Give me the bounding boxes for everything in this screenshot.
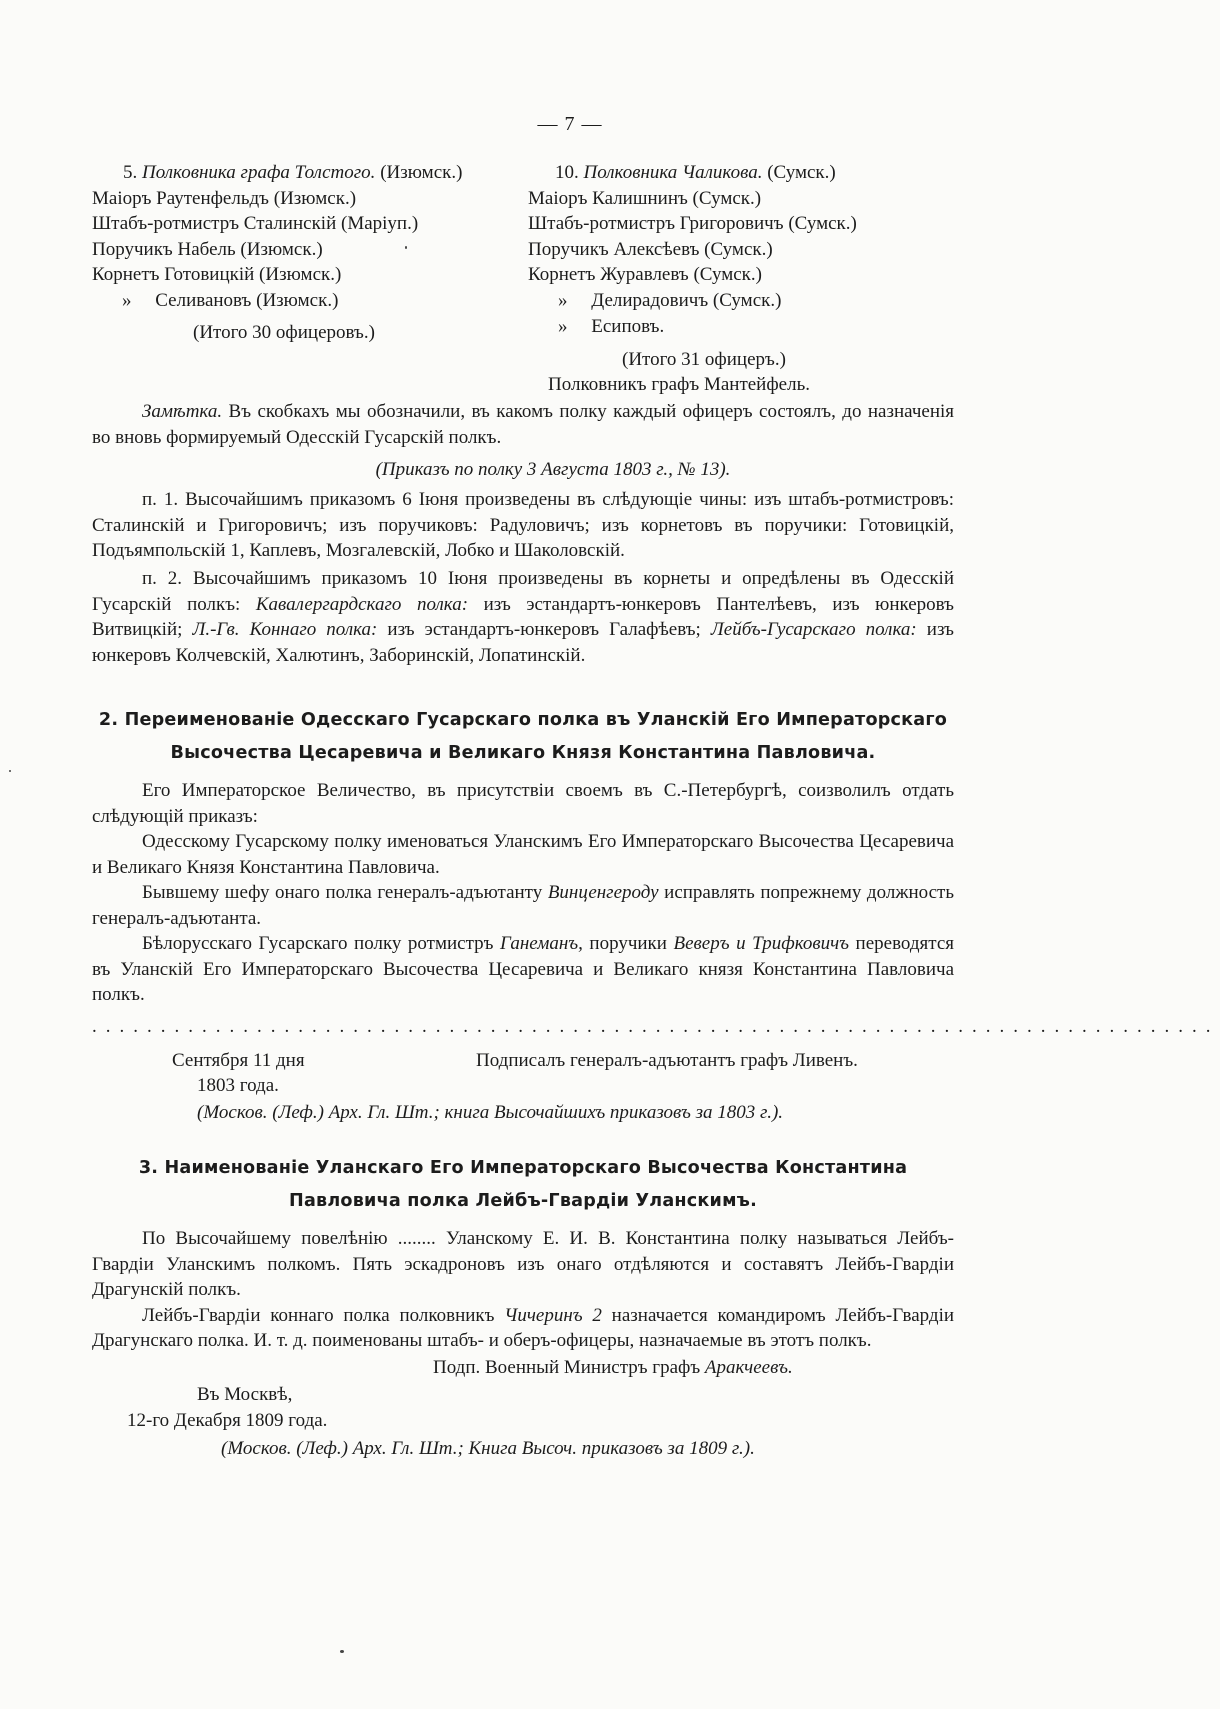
section2-para4-a: Бѣлорусскаго Гусарскаго полку ротмистръ: [142, 933, 500, 954]
section2-para3-name: Винценгероду: [547, 882, 659, 903]
section2-para1: Его Императорское Величество, въ присутствіи своемъ въ С.-Петербургѣ, соизволилъ отдать слѣдующій приказъ:: [92, 780, 954, 827]
right-total: (Итого 31 офицеръ.): [622, 349, 786, 370]
section2-body: [92, 778, 954, 1008]
right-heading-commander: Полковника Чаликова.: [583, 162, 763, 183]
right-heading-number: 10.: [555, 162, 579, 183]
scan-speck: [340, 1650, 344, 1653]
p2-regiment-2: Л.-Гв. Коннаго полка:: [192, 619, 378, 640]
left-heading-regiment: (Изюмск.): [380, 162, 463, 183]
section2-para4: [92, 931, 954, 1008]
section3-body: [92, 1226, 954, 1354]
list-item: Корнетъ Готовицкій (Изюмск.): [92, 264, 342, 286]
section2-para2: Одесскому Гусарскому полку именоваться Уланскимъ Его Императорскаго Высочества Цесаревича и Великаго Князя Константина Павловича.: [92, 831, 954, 878]
list-item: » Селивановъ (Изюмск.): [122, 289, 339, 311]
section3-place: Въ Москвѣ,: [197, 1384, 293, 1405]
p2-text-a: п. 2. Высочайшимъ приказомъ 10 Іюня произведены въ корнеты и опредѣлены въ Одесскій Гусарскій полкъ:: [92, 568, 954, 615]
right-signature: Полковникъ графъ Мантейфель.: [548, 374, 810, 395]
list-item: Маіоръ Раутенфельдъ (Изюмск.): [92, 187, 357, 209]
section2-para4-e: переводятся въ Уланскій Его Императорскаго Высочества Цесаревича и Великаго князя Константина Павловича полкъ.: [92, 933, 954, 1005]
note-paragraph: [92, 399, 954, 450]
p2-text-g: изъ юнкеровъ Колчевскій, Халютинъ, Заборинскій, Лопатинскій.: [92, 619, 954, 666]
p2-regiment-3: Лейбъ-Гусарскаго полка:: [710, 619, 917, 640]
section2-date1: Сентября 11 дня: [172, 1050, 305, 1071]
p2-text-e: изъ эстандартъ-юнкеровъ Галафѣевъ;: [377, 619, 711, 640]
section3-para2-c: назначается командиромъ Лейбъ-Гвардіи Драгунскаго полка. И. т. д. поименованы штабъ- и оберъ-офицеры, назначаемые въ этотъ полкъ.: [92, 1304, 955, 1351]
section3-signed-a: Подп. Военный Министръ графъ: [433, 1357, 705, 1378]
right-list-heading: [555, 160, 836, 186]
left-officer-list: [123, 160, 462, 186]
section3-para2-name: Чичеринъ 2: [504, 1304, 602, 1326]
section2-para4-c: поручики: [582, 933, 674, 954]
section2-para4-name1: Ганеманъ,: [500, 933, 583, 954]
list-item: Поручикъ Набель (Изюмск.): [92, 238, 323, 260]
right-officer-list: [555, 160, 836, 186]
section3-source: (Москов. (Леф.) Арх. Гл. Шт.; Книга Высоч. приказовъ за 1809 г.).: [221, 1438, 755, 1459]
list-item: » Есиповъ.: [558, 315, 665, 337]
list-item: » Делирадовичъ (Сумск.): [558, 289, 782, 311]
note-label: Замѣтка.: [142, 401, 223, 422]
list-item: Маіоръ Калишнинъ (Сумск.): [528, 187, 762, 209]
section3-title: 3. Наименованіе Уланскаго Его Императорскаго Высочества Константина Павловича полка Лейбъ-Гвардіи Уланскимъ.: [138, 1158, 908, 1211]
section2-source: (Москов. (Леф.) Арх. Гл. Шт.; книга Высочайшихъ приказовъ за 1803 г.).: [197, 1102, 784, 1123]
section3-para1: По Высочайшему повелѣнію ........ Уланскому Е. И. В. Константина полку называться Лейбъ-Гвардіи Уланскимъ полкомъ. Пять эскадроновъ изъ онаго отдѣляются и составятъ Лейбъ-Гвардіи Драгунскій полкъ.: [92, 1228, 954, 1300]
scan-speck: [9, 770, 11, 772]
list-item: Поручикъ Алексѣевъ (Сумск.): [528, 238, 773, 260]
section3-para2-a: Лейбъ-Гвардіи коннаго полка полковникъ: [142, 1304, 505, 1326]
paragraph-p1: [92, 487, 954, 564]
right-heading-regiment: (Сумск.): [767, 162, 836, 183]
section2-para3-c: исправлять попрежнему должность генералъ-адъютанта.: [92, 882, 955, 929]
left-heading-number: 5.: [123, 162, 138, 183]
scan-speck: [405, 246, 407, 249]
left-officer-rows: [92, 186, 418, 314]
left-list-heading: [123, 160, 462, 186]
order-reference: (Приказъ по полку 3 Августа 1803 г., № 13).: [375, 459, 731, 480]
left-heading-commander: Полковника графа Толстого.: [142, 162, 376, 183]
section3-para2: [92, 1303, 954, 1354]
list-item: Штабъ-ротмистръ Сталинскій (Маріуп.): [92, 213, 419, 235]
list-item: Корнетъ Журавлевъ (Сумск.): [528, 264, 762, 286]
left-total: (Итого 30 офицеровъ.): [193, 322, 375, 343]
section2-para3: [92, 880, 954, 931]
p1-text: п. 1. Высочайшимъ приказомъ 6 Іюня произведены въ слѣдующіе чины: изъ штабъ-ротмистровъ: Сталинскій и Григоровичъ; изъ поручиковъ: Радуловичъ; изъ корнетовъ въ поручики: Готовицкій, Подъямпольскій 1, Каплевъ, Мозгалевскій, Лобко и Шаколовскій.: [92, 489, 954, 561]
p2-text-c: изъ эстандартъ-юнкеровъ Пантелѣевъ, изъ юнкеровъ Витвицкій;: [92, 593, 955, 640]
right-officer-rows: [528, 186, 857, 340]
section2-date2: 1803 года.: [197, 1075, 279, 1096]
paragraph-p2: [92, 566, 954, 668]
page-number: — 7 —: [537, 113, 603, 135]
section3-signed: [433, 1355, 793, 1380]
section2-signed: Подписалъ генералъ-адъютантъ графъ Ливенъ.: [476, 1050, 858, 1071]
dotted-separator: ..................................................................................: [92, 1016, 1220, 1037]
p2-regiment-1: Кавалергардскаго полка:: [255, 593, 469, 615]
section2-para4-names2: Веверъ и Трифковичъ: [673, 933, 850, 954]
section3-signed-name: Аракчеевъ.: [704, 1357, 793, 1378]
list-item: Штабъ-ротмистръ Григоровичъ (Сумск.): [528, 213, 857, 235]
section3-date: 12-го Декабря 1809 года.: [127, 1410, 328, 1431]
section2-para3-a: Бывшему шефу онаго полка генералъ-адъютанту: [142, 882, 548, 903]
section2-title: 2. Переименованіе Одесскаго Гусарскаго полка въ Уланскій Его Императорскаго Высочества Цесаревича и Великаго Князя Константина Павловича.: [98, 710, 948, 763]
note-text: Въ скобкахъ мы обозначили, въ какомъ полку каждый офицеръ состоялъ, до назначенія во вновь формируемый Одесскій Гусарскій полкъ.: [92, 401, 954, 448]
